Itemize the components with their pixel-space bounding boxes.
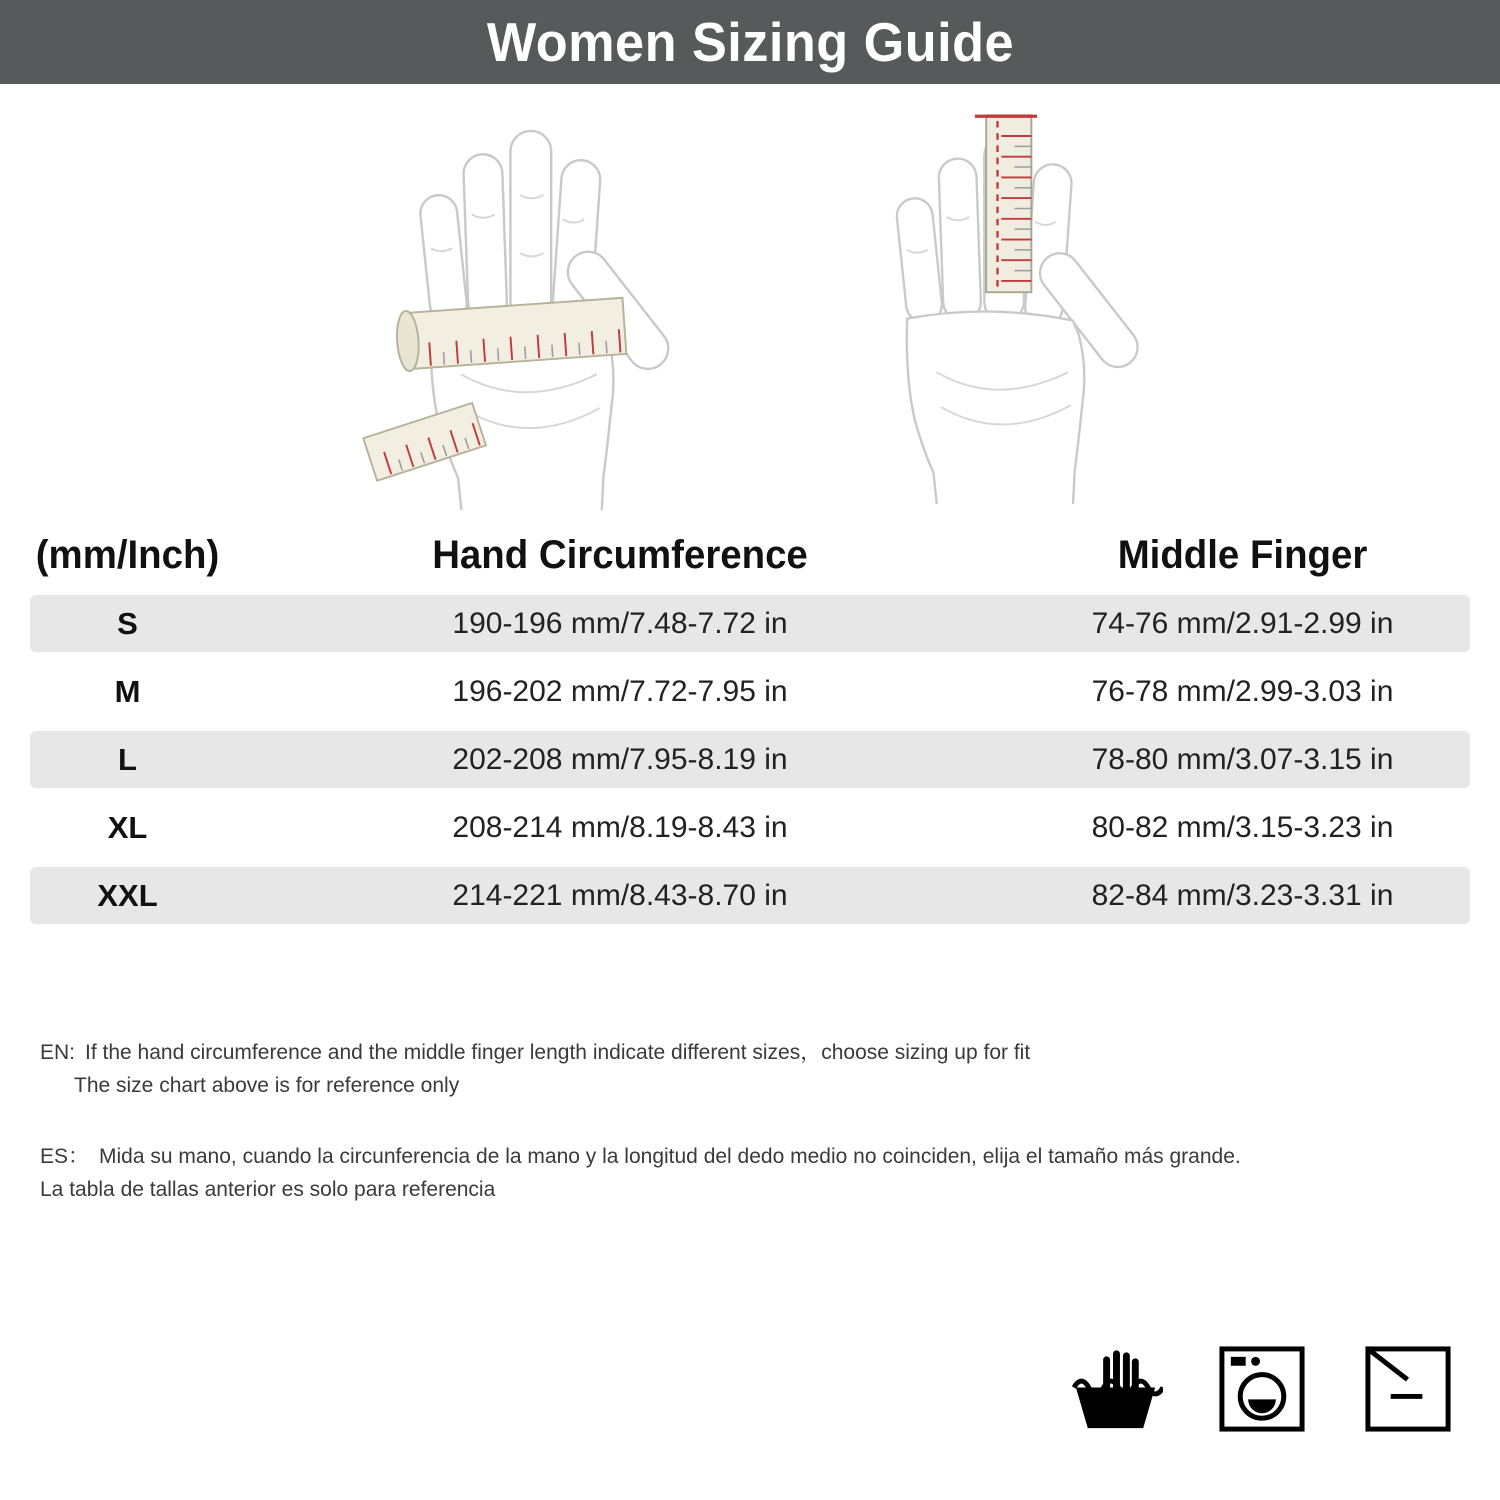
middle-finger-cell: 82-84 mm/3.23-3.31 in: [1091, 878, 1394, 912]
size-table: [30, 515, 1470, 935]
size-cell: S: [117, 605, 138, 641]
hand-circumference-cell: 202-208 mm/7.95-8.19 in: [452, 742, 788, 776]
middle-finger-cell: 76-78 mm/2.99-3.03 in: [1091, 674, 1394, 708]
table-header-row: [30, 515, 1470, 595]
care-icons-row: [1069, 1342, 1455, 1436]
header-bar: [0, 0, 1500, 84]
note-english: [40, 1036, 1030, 1102]
table-row: [30, 663, 1470, 720]
column-header-middle-finger: Middle Finger: [1117, 532, 1368, 577]
table-row: [30, 731, 1470, 788]
middle-finger-measure-illustration: [845, 104, 1150, 504]
size-cell: L: [118, 741, 137, 777]
note-en-line2: The size chart above is for reference only: [74, 1074, 460, 1097]
hand-wash-icon: [1069, 1342, 1163, 1436]
table-row: [30, 799, 1470, 856]
hand-circumference-cell: 190-196 mm/7.48-7.72 in: [452, 606, 788, 640]
hand-circumference-cell: 196-202 mm/7.72-7.95 in: [452, 674, 788, 708]
note-en-label: EN:: [40, 1041, 76, 1064]
size-cell: M: [114, 673, 141, 709]
size-cell: XXL: [97, 877, 158, 913]
table-row: [30, 867, 1470, 924]
hand-circumference-cell: 214-221 mm/8.43-8.70 in: [452, 878, 788, 912]
note-en-line1: If the hand circumference and the middle finger length indicate different sizes，choose sizing up for fit: [85, 1041, 1031, 1064]
middle-finger-cell: 74-76 mm/2.91-2.99 in: [1091, 606, 1394, 640]
column-header-units: (mm/Inch): [35, 532, 220, 577]
column-header-hand-circumference: Hand Circumference: [432, 532, 808, 577]
note-es-line1: Mida su mano, cuando la circunferencia de la mano y la longitud del dedo medio no coinciden, elija el tamaño más grande.: [99, 1145, 1241, 1168]
middle-finger-cell: 78-80 mm/3.07-3.15 in: [1091, 742, 1394, 776]
note-spanish: [40, 1140, 1241, 1206]
page-title: Women Sizing Guide: [486, 11, 1014, 73]
note-es-line2: La tabla de tallas anterior es solo para referencia: [40, 1178, 496, 1201]
size-cell: XL: [107, 809, 148, 845]
table-row: [30, 595, 1470, 652]
hand-circumference-illustration: [348, 98, 700, 510]
middle-finger-cell: 80-82 mm/3.15-3.23 in: [1091, 810, 1394, 844]
hand-circumference-cell: 208-214 mm/8.19-8.43 in: [452, 810, 788, 844]
iron-icon: [1361, 1342, 1455, 1436]
machine-wash-icon: [1215, 1342, 1309, 1436]
note-es-label: ES：: [40, 1145, 90, 1168]
